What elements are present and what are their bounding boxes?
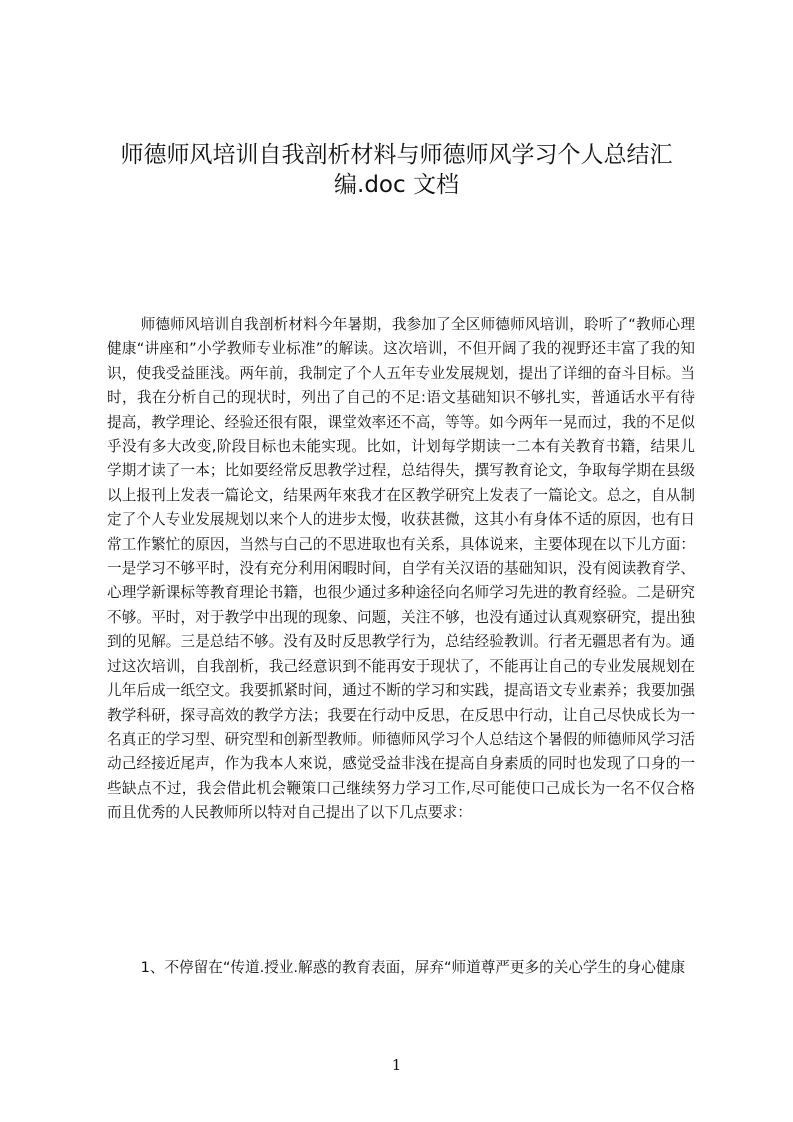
title-line-2: 编.doc 文档 (334, 172, 459, 198)
document-body (107, 313, 695, 826)
requirement-item-1: 1、不停留在“传道.授业.解惑的教育表面，屏弃“师道尊严更多的关心学生的身心健康 (140, 959, 686, 976)
page-number: 1 (391, 1056, 402, 1074)
body-paragraph: 师德师风培训自我剖析材料今年暑期，我参加了全区师德师风培训，聆听了“教师心理健康“讲座和”小学教师专业标准”的解读。这次培训，不但开阔了我的视野还丰富了我的知识，使我受益匪浅。两年前，我制定了个人五年专业发展规划，提出了详细的奋斗目标。当时，我在分析自己的现状时，列出了自己的不足:语文基础知识不够扎实，普通话水平有待提高，教学理论、经验还很有限，课堂效率还不高，等等。如今两年一晃而过，我的不足似乎没有多大改变,阶段目标也未能实现。比如，计划每学期读一二本有关教育书籍，结果儿学期才读了一本；比如要经常反思教学过程，总结得失，撰写教育论文，争取每学期在县级以上报刊上发表一篇论文，结果两年來我才在区教学研究上发表了一篇论文。总之，自从制定了个人专业发展规划以来个人的进步太慢，收获甚微，这其小有身体不适的原因，也有日常工作繁忙的原因，当然与白己的不思进取也有关系，具体说来，主要体现在以下儿方面：一是学习不够平时，没有充分利用闲暇时间，自学有关汉语的基础知识，没有阅读教育学、心理学新课标等教育理论书籍，也很少通过多种途径向名师学习先进的教育经验。二是研究不够。平时，对于教学中出现的现象、问题，关注不够，也没有通过认真观察研究，提出独到的见解。三是总结不够。没有及时反思教学行为，总结经验教训。行者无疆思者有为。通过这次培训，自我剖析，我己经意识到不能再安于现状了，不能再让自己的专业发展规划在儿年后成一纸空文。我要抓紧时间，通过不断的学习和实践，提高语文专业素养；我要加强教学科研，探寻高效的教学方法；我要在行动中反思，在反思中行动，让自己尽快成长为一名真正的学习型、研究型和创新型教师。师德师风学习个人总结这个暑假的师德师风学习活动己经接近尾声，作为我本人來说，感觉受益非浅在提高自身素质的同时也发现了口身的一些缺点不过，我会借此机会鞭策口己继续努力学习工作,尽可能使口己成长为一名不仅合格而且优秀的人民教师所以特对自己提出了以下几点要求： (107, 316, 695, 822)
document-title (100, 140, 693, 200)
title-line-1: 师德师风培训自我剖析材料与师德师风学习个人总结汇 (120, 142, 673, 168)
